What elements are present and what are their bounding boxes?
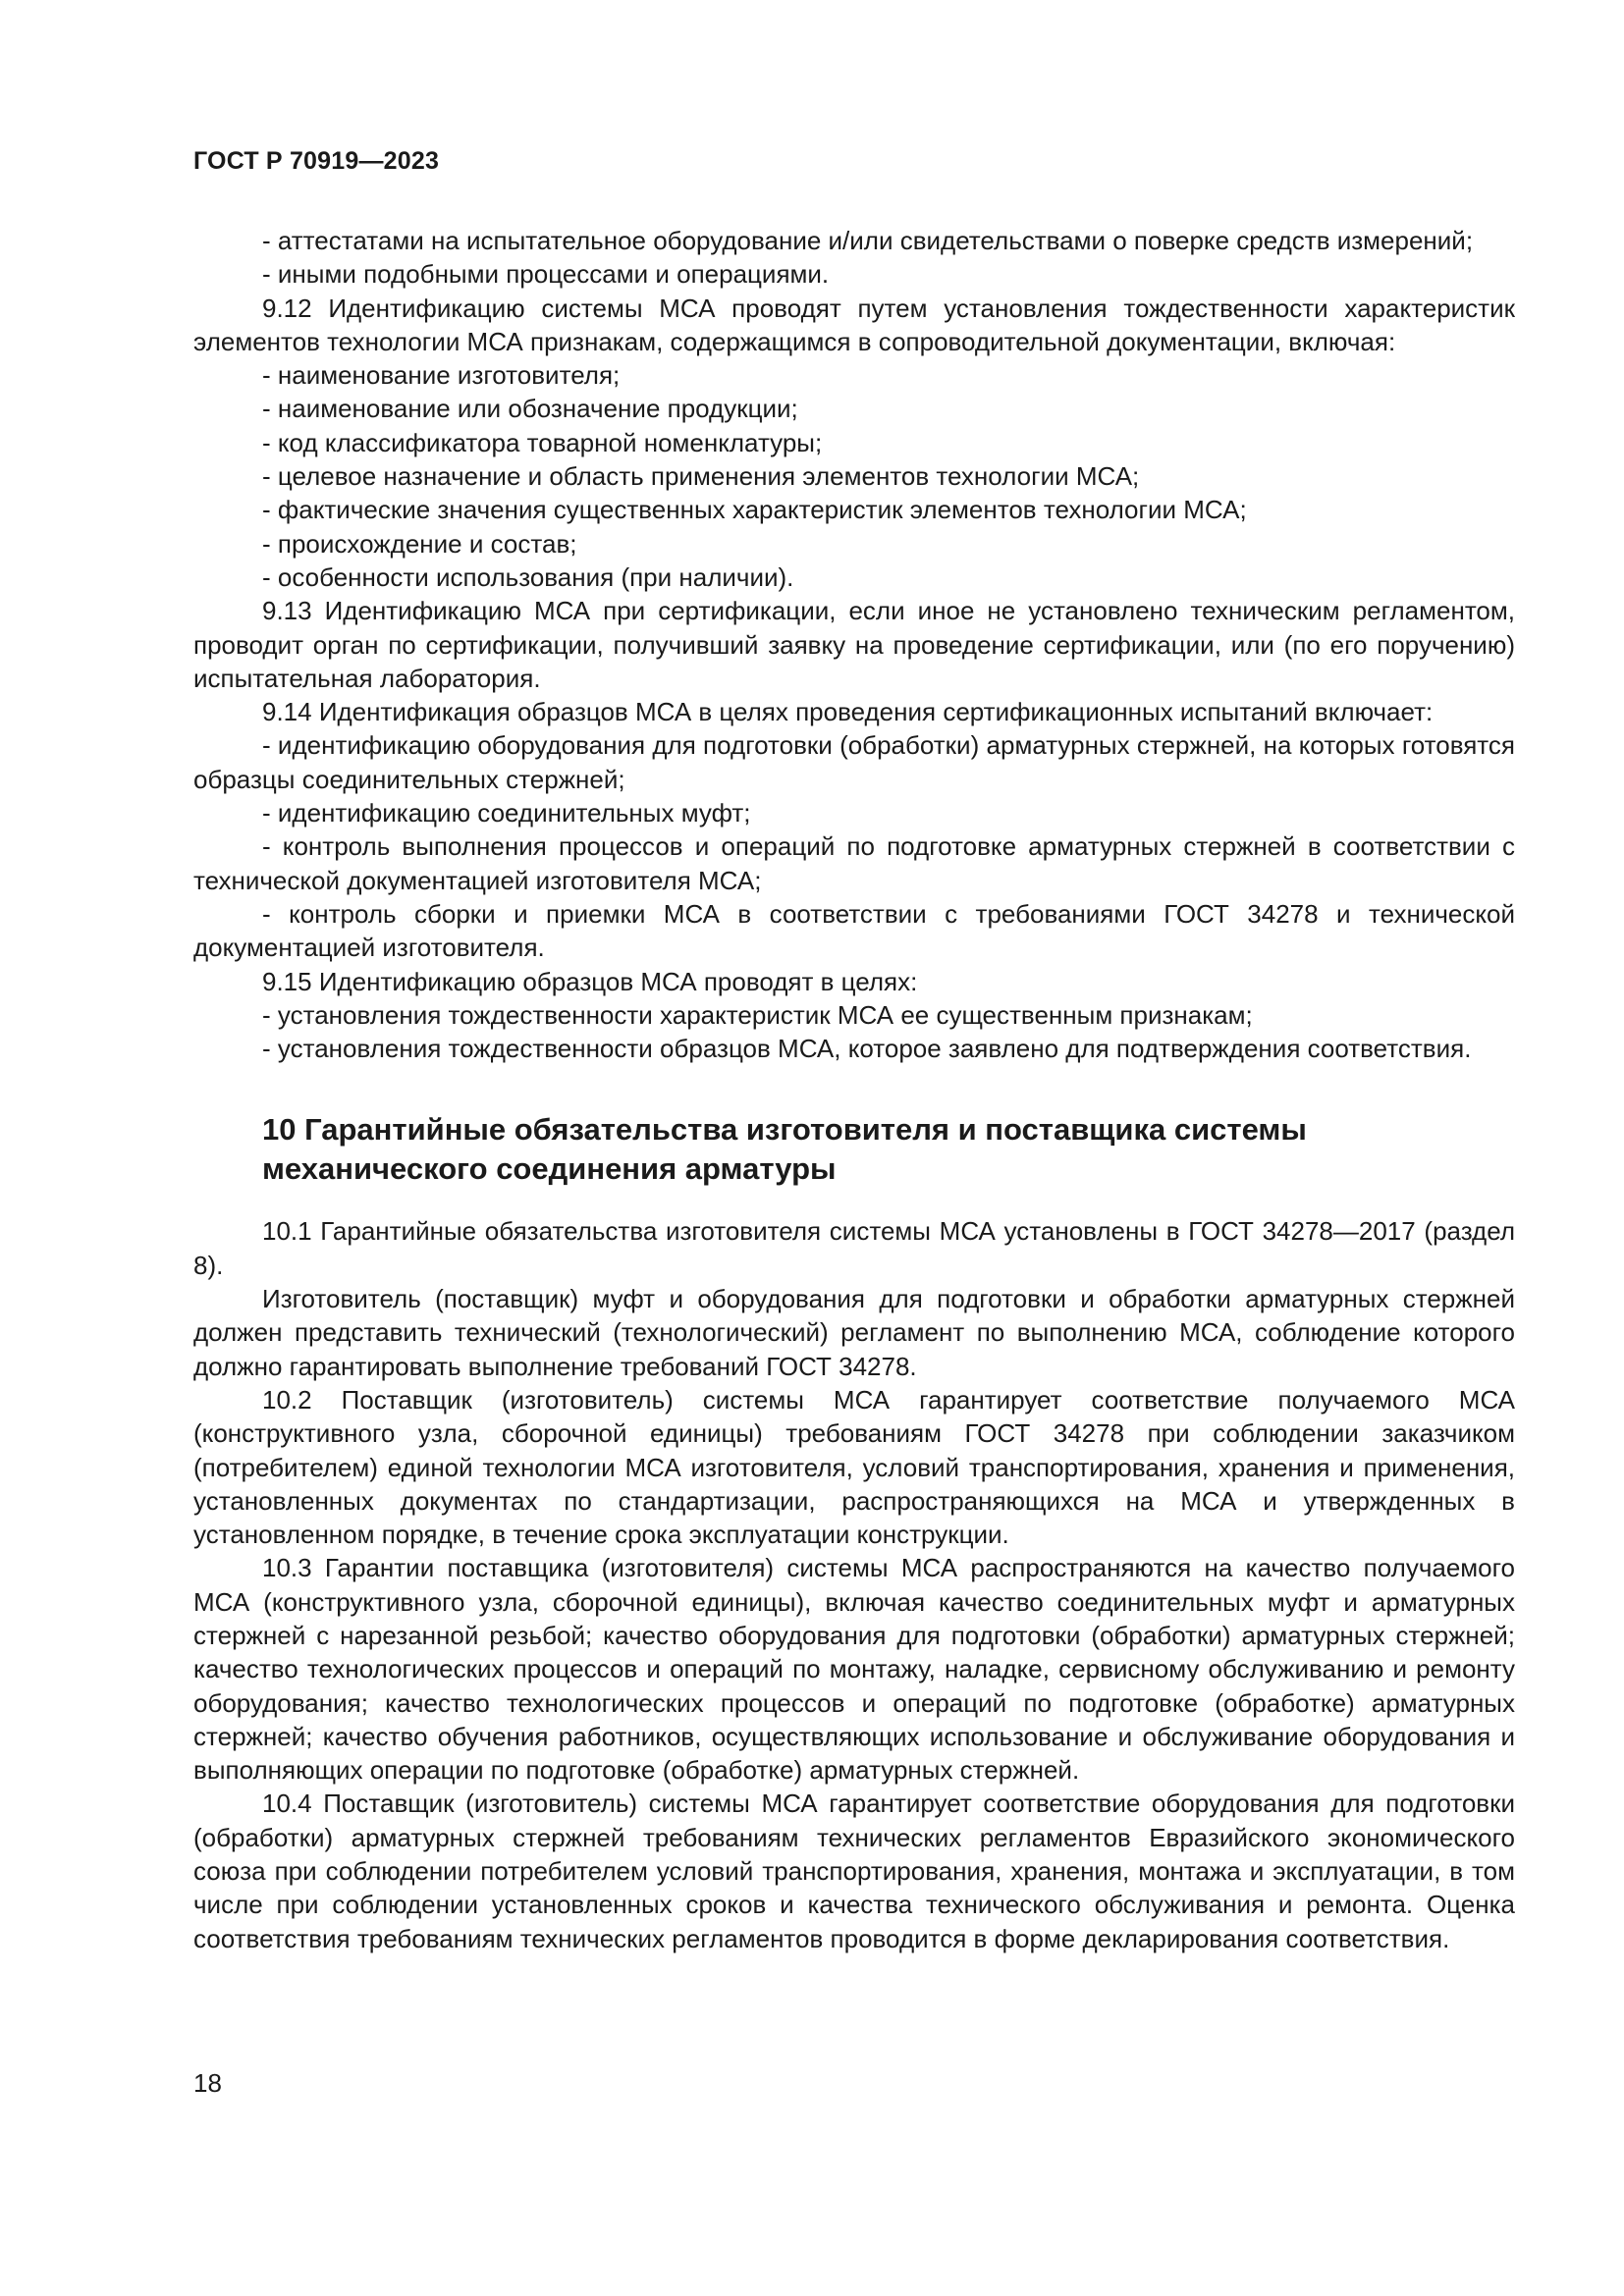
- standard-header: ГОСТ Р 70919—2023: [193, 147, 440, 175]
- paragraph: - контроль сборки и приемки МСА в соответствии с требованиями ГОСТ 34278 и технической документацией изготовителя.: [193, 898, 1515, 963]
- paragraph: - идентификацию оборудования для подготовки (обработки) арматурных стержней, на которых готовятся образцы соединительных стержней;: [193, 730, 1515, 794]
- paragraph: - идентификацию соединительных муфт;: [262, 798, 751, 828]
- page-number: 18: [193, 2068, 222, 2098]
- paragraph: - контроль выполнения процессов и операций по подготовке арматурных стержней в соответствии с технической документацией изготовителя МСА;: [193, 831, 1515, 895]
- paragraph: - наименование или обозначение продукции;: [262, 394, 798, 424]
- paragraph: - иными подобными процессами и операциями.: [262, 259, 830, 290]
- paragraph: - целевое назначение и область применения элементов технологии МСА;: [262, 461, 1140, 492]
- document-body: [193, 224, 1515, 1955]
- paragraph: 10.1 Гарантийные обязательства изготовителя системы МСА установлены в ГОСТ 34278—2017 (раздел 8).: [193, 1216, 1515, 1280]
- paragraph: 10.3 Гарантии поставщика (изготовителя) системы МСА распространяются на качество получаемого МСА (конструктивного узла, сборочной единицы), включая качество соединительных муфт и арматурных стержней с нарезанной резьбой; качество оборудования для подготовки (обработки) арматурных стержней; качество технологических процессов и операций по монтажу, наладке, сервисному обслуживанию и ремонту оборудования; качество технологических процессов и операций по подготовке (обработке) арматурных стержней; качество обучения работников, осуществляющих использование и обслуживание оборудования и выполняющих операции по подготовке (обработке) арматурных стержней.: [193, 1553, 1515, 1786]
- paragraph: 9.14 Идентификация образцов МСА в целях проведения сертификационных испытаний включает:: [262, 697, 1434, 727]
- paragraph: - происхождение и состав;: [262, 528, 577, 559]
- paragraph: - аттестатами на испытательное оборудование и/или свидетельствами о поверке средств измерений;: [262, 226, 1474, 255]
- paragraph: Изготовитель (поставщик) муфт и оборудования для подготовки и обработки арматурных стержней должен представить технический (технологический) регламент по выполнению МСА, соблюдение которого должно гарантировать выполнение требований ГОСТ 34278.: [193, 1284, 1515, 1381]
- section-heading: 10 Гарантийные обязательства изготовителя и поставщика системы механического соединения арматуры: [262, 1112, 1307, 1187]
- paragraph: 9.12 Идентификацию системы МСА проводят путем установления тождественности характеристик элементов технологии МСА признакам, содержащимся в сопроводительной документации, включая:: [193, 293, 1515, 356]
- paragraph: 9.13 Идентификацию МСА при сертификации, если иное не установлено техническим регламентом, проводит орган по сертификации, получивший заявку на проведение сертификации, или (по его поручению) испытательная лаборатория.: [193, 596, 1515, 693]
- paragraph: 10.2 Поставщик (изготовитель) системы МСА гарантирует соответствие получаемого МСА (конструктивного узла, сборочной единицы) требованиям ГОСТ 34278 при соблюдении заказчиком (потребителем) единой технологии МСА изготовителя, условий транспортирования, хранения и применения, установленных документах по стандартизации, распространяющихся на МСА и утвержденных в установленном порядке, в течение срока эксплуатации конструкции.: [193, 1384, 1515, 1550]
- paragraph: - установления тождественности характеристик МСА ее существенным признакам;: [262, 999, 1253, 1030]
- paragraph: - особенности использования (при наличии).: [262, 561, 794, 592]
- paragraph: 9.15 Идентификацию образцов МСА проводят в целях:: [262, 966, 918, 996]
- paragraph: - код классификатора товарной номенклатуры;: [262, 427, 823, 457]
- paragraph: - установления тождественности образцов МСА, которое заявлено для подтверждения соответствия.: [262, 1034, 1472, 1064]
- paragraph: 10.4 Поставщик (изготовитель) системы МСА гарантирует соответствие оборудования для подготовки (обработки) арматурных стержней требованиям технических регламентов Евразийского экономического союза при соблюдении потребителем условий транспортирования, хранения, монтажа и эксплуатации, в том числе при соблюдении установленных сроков и качества технического обслуживания и ремонта. Оценка соответствия требованиям технических регламентов проводится в форме декларирования соответствия.: [193, 1789, 1515, 1953]
- paragraph: - фактические значения существенных характеристик элементов технологии МСА;: [262, 495, 1247, 525]
- paragraph: - наименование изготовителя;: [262, 360, 621, 391]
